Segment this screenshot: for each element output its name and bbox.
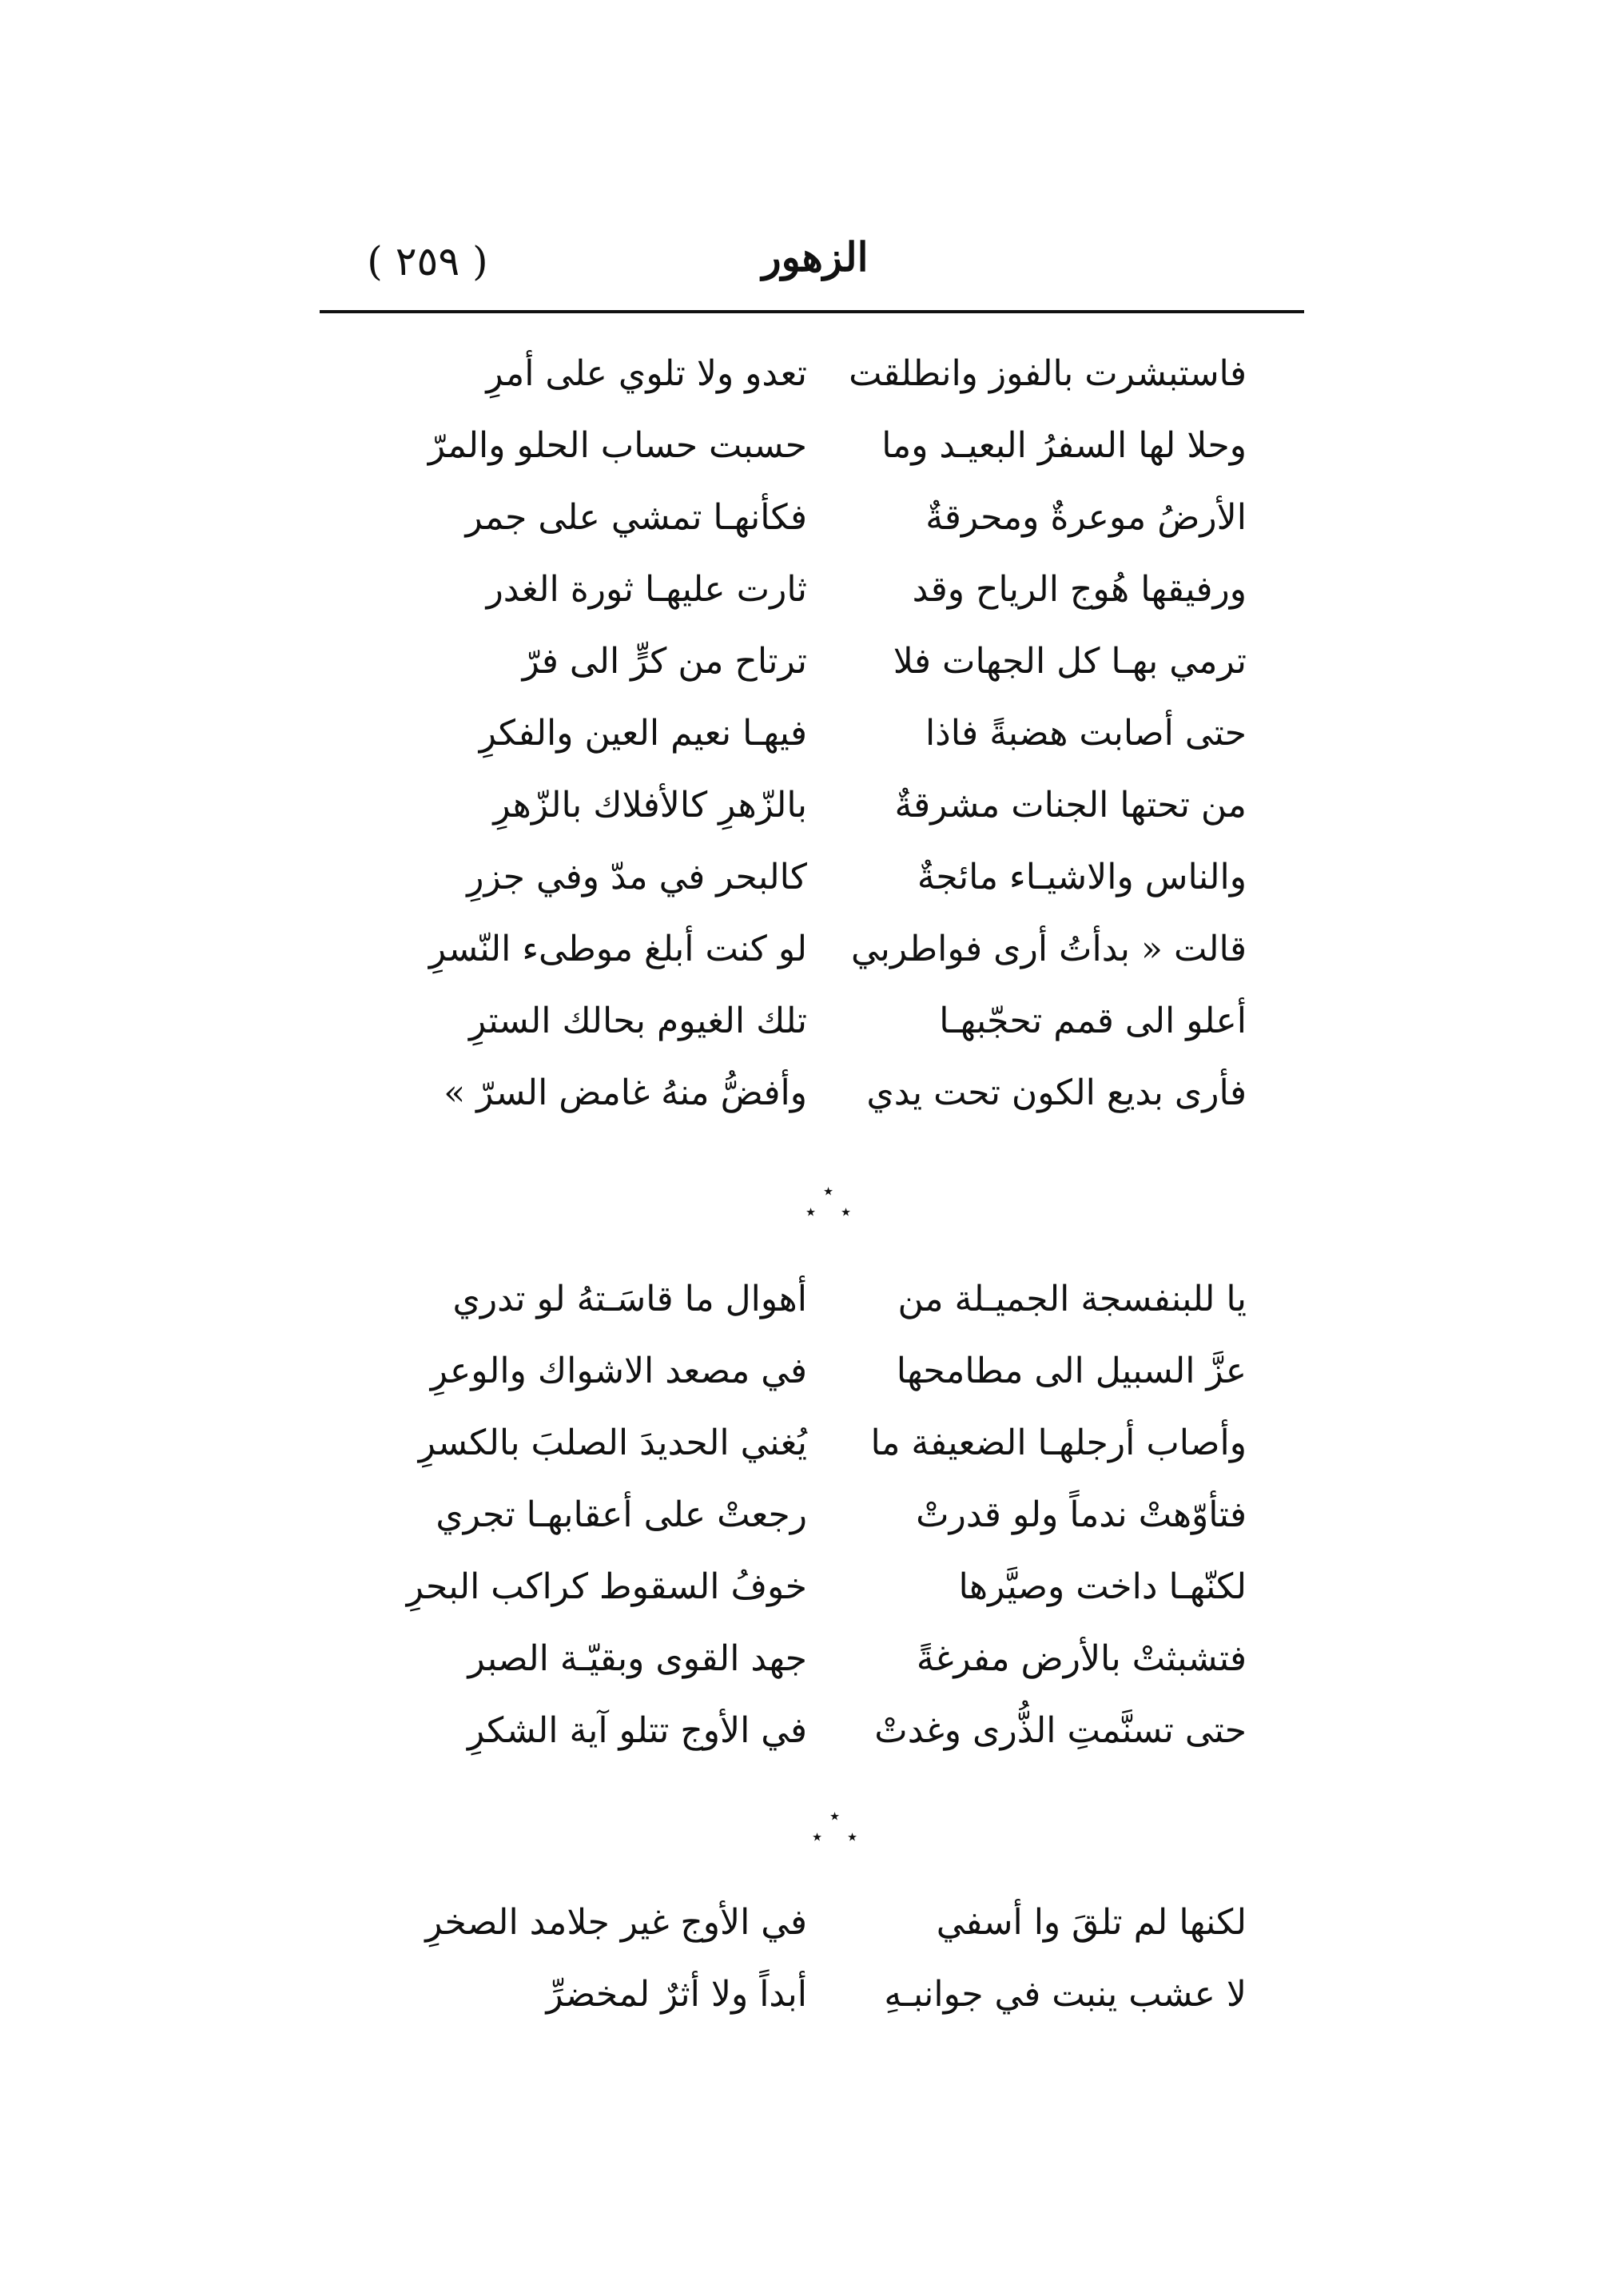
hemistich-right: والناس والاشيـاء مائجةٌ (917, 857, 1247, 897)
hemistich-right: حتى تسنَّمتِ الذُّرى وغدتْ (874, 1710, 1247, 1751)
star-icon: ٭ (823, 1180, 834, 1202)
hemistich-left: في مصعد الاشواك والوعرِ (430, 1351, 807, 1391)
star-icon: ٭ (812, 1825, 823, 1848)
hemistich-right: حتى أصابت هضبةً فاذا (925, 713, 1247, 754)
hemistich-right: أعلو الى قمم تحجّبهـا (939, 1001, 1247, 1041)
hemistich-left: فكأنهـا تمشي على جمر (465, 497, 807, 538)
hemistich-right: وأصاب أرجلهـا الضعيفة ما (870, 1423, 1247, 1463)
hemistich-left: جهد القوى وبقيّـة الصبر (467, 1638, 807, 1679)
hemistich-left: يُغني الحديدَ الصلبَ بالكسرِ (418, 1423, 807, 1463)
hemistich-left: ثارت عليهـا ثورة الغدر (486, 569, 807, 610)
star-icon: ٭ (847, 1825, 858, 1848)
hemistich-left: في الأوج غير جلامد الصخرِ (425, 1902, 807, 1943)
hemistich-right: من تحتها الجنات مشرقةٌ (894, 785, 1247, 826)
star-icon: ٭ (829, 1805, 841, 1827)
section-ornament (796, 1806, 892, 1862)
hemistich-left: أبداً ولا أثرٌ لمخضرِّ (546, 1974, 807, 2015)
hemistich-right: فتشبثتْ بالأرض مفرغةً (916, 1638, 1247, 1679)
hemistich-left: تعدو ولا تلوي على أمرِ (486, 353, 807, 394)
hemistich-right: الأرضُ موعرةٌ ومحرقةٌ (925, 497, 1247, 538)
hemistich-right: وحلا لها السفرُ البعيـد وما (881, 425, 1247, 466)
hemistich-right: ورفيقها هُوج الرياح وقد (912, 569, 1247, 610)
section-ornament (790, 1181, 885, 1237)
hemistich-left: كالبحر في مدّ وفي جزرِ (467, 857, 807, 897)
hemistich-right: يا للبنفسجة الجميـلة من (897, 1279, 1247, 1319)
header-rule (320, 310, 1304, 313)
hemistich-right: قالت « بدأتُ أرى فواطربي (850, 929, 1247, 969)
hemistich-left: لو كنت أبلغ موطىء النّسرِ (428, 929, 807, 969)
hemistich-left: فيهـا نعيم العين والفكرِ (479, 713, 807, 754)
hemistich-left: رجعتْ على أعقابهـا تجري (436, 1494, 807, 1535)
hemistich-left: خوفُ السقوط كراكب البحرِ (406, 1566, 807, 1607)
running-title: الزهور (762, 233, 869, 281)
hemistich-right: ترمي بهـا كل الجهات فلا (893, 641, 1247, 682)
hemistich-left: حسبت حساب الحلو والمرّ (428, 425, 807, 466)
star-icon: ٭ (841, 1200, 852, 1223)
page-number: ( ٢٥٩ ) (367, 238, 488, 285)
hemistich-left: أهوال ما قاسَـتهُ لو تدري (452, 1279, 807, 1319)
hemistich-right: فتأوّهتْ ندماً ولو قدرتْ (916, 1494, 1247, 1535)
hemistich-right: لكنها لم تلقَ وا أسفي (936, 1902, 1247, 1943)
hemistich-left: بالزّهرِ كالأفلاك بالزّهرِ (493, 785, 807, 826)
hemistich-right: لكنّهـا داخت وصيَّرها (958, 1566, 1247, 1607)
hemistich-right: لا عشب ينبت في جوانبـهِ (884, 1974, 1247, 2015)
hemistich-left: ترتاح من كرٍّ الى فرّ (522, 641, 807, 682)
hemistich-right: فاستبشرت بالفوز وانطلقت (849, 353, 1247, 394)
hemistich-left: في الأوج تتلو آية الشكرِ (467, 1710, 807, 1751)
hemistich-right: عزَّ السبيل الى مطامحها (896, 1351, 1247, 1391)
hemistich-right: فأرى بديع الكون تحت يدي (866, 1072, 1247, 1113)
hemistich-left: وأفضُّ منهُ غامض السرّ » (444, 1072, 807, 1113)
star-icon: ٭ (805, 1200, 817, 1223)
hemistich-left: تلك الغيوم بحالك السترِ (469, 1001, 807, 1041)
